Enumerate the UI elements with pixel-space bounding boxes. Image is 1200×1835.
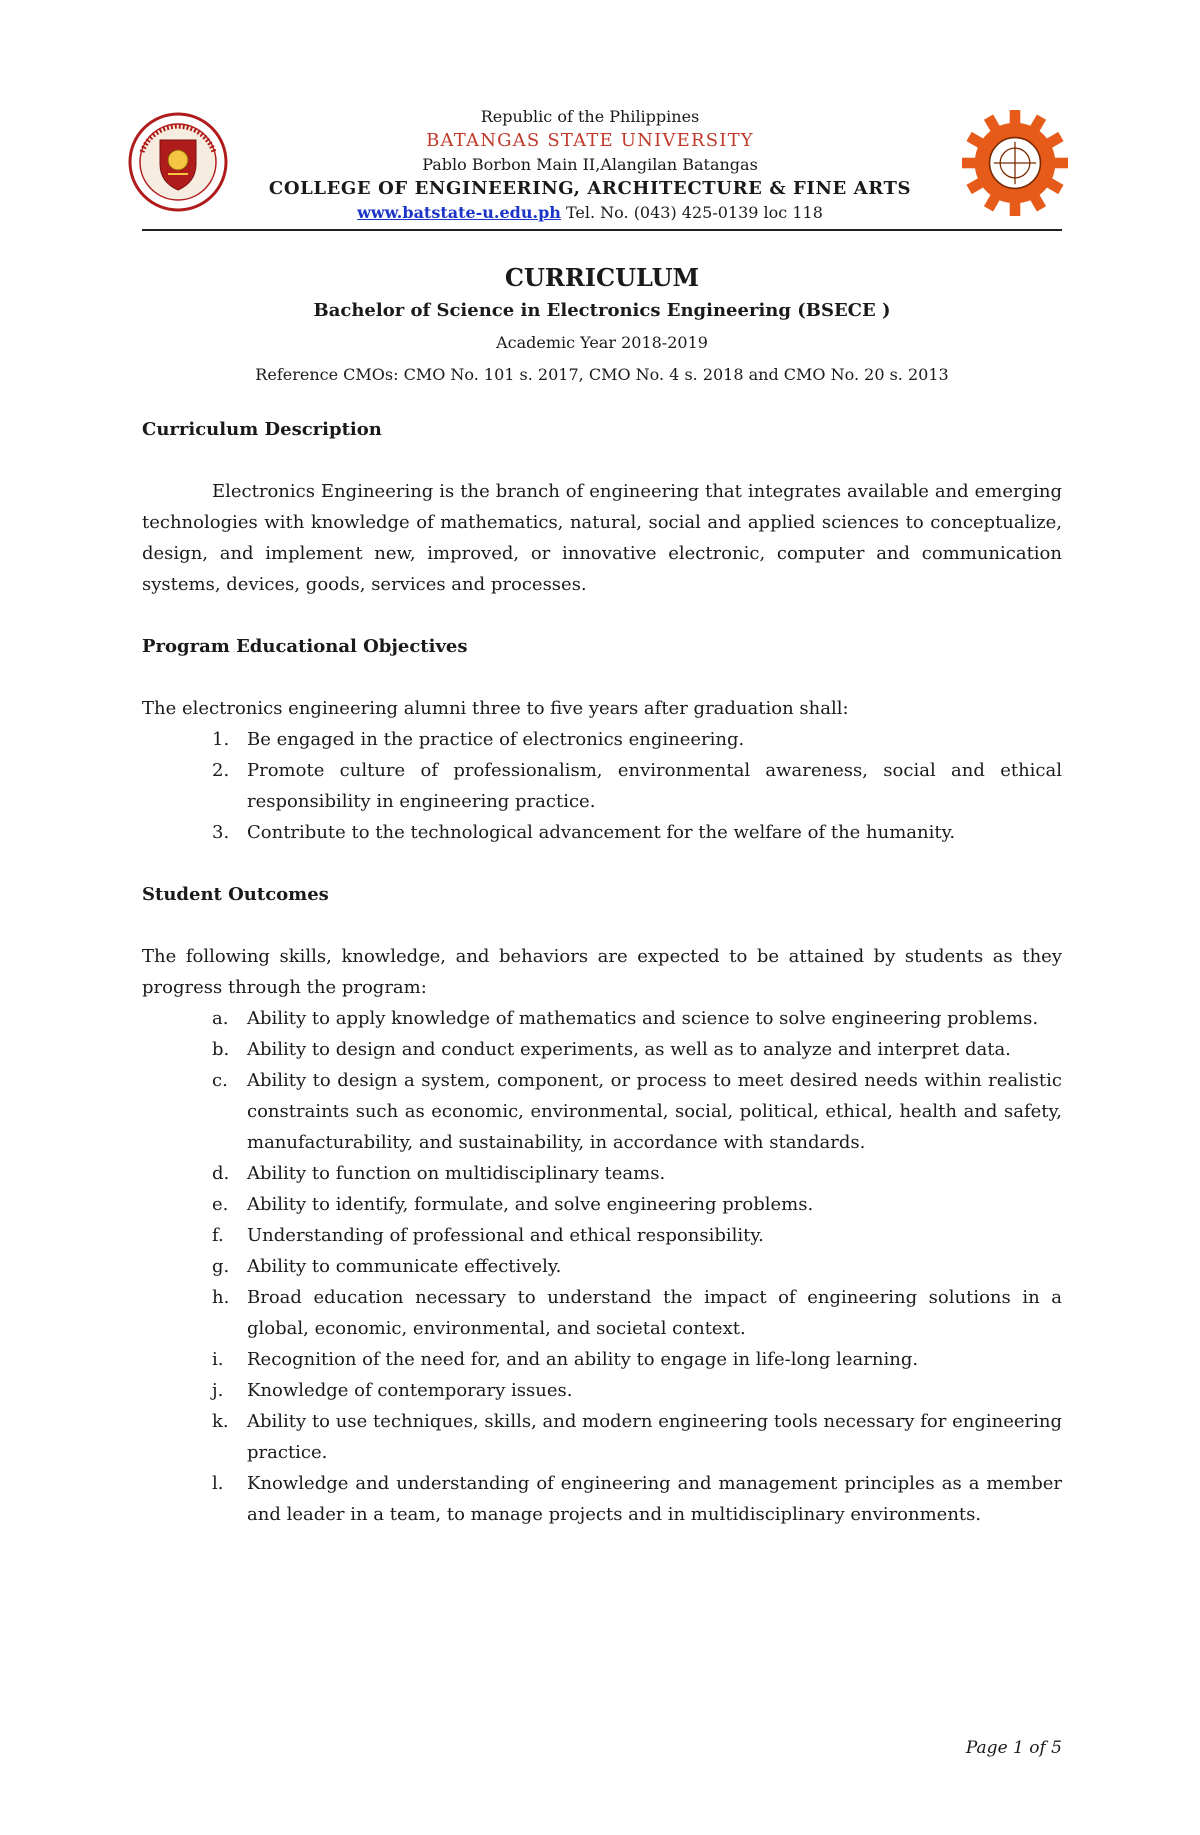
list-item-text: Ability to communicate effectively. (247, 1256, 562, 1277)
list-item (142, 1003, 1062, 1034)
list-item-text: Promote culture of professionalism, environmental awareness, social and ethical responsibility in engineering practice. (247, 760, 1062, 812)
degree-title: Bachelor of Science in Electronics Engineering (BSECE ) (313, 300, 891, 321)
telephone: Tel. No. (043) 425-0139 loc 118 (560, 203, 823, 222)
list-marker: a. (212, 1008, 229, 1029)
list-item (142, 817, 1062, 848)
list-item-text: Ability to apply knowledge of mathematics and science to solve engineering problems. (247, 1008, 1039, 1029)
university-seal-logo (128, 112, 228, 212)
page-number: Page 1 of 5 (965, 1738, 1062, 1758)
student-outcomes-list (142, 1003, 1062, 1530)
letterhead (230, 105, 950, 225)
student-outcomes-intro: The following skills, knowledge, and behaviors are expected to be attained by students as they progress through the program: (142, 946, 1062, 998)
curriculum-description-text: Electronics Engineering is the branch of engineering that integrates available and emerging technologies with knowledge of mathematics, natural, social and applied sciences to conceptualize, design, and implement new, improved, or innovative electronic, computer and communication systems, devices, goods, services and processes. (142, 481, 1062, 595)
college-name: COLLEGE OF ENGINEERING, ARCHITECTURE & FINE ARTS (268, 178, 912, 199)
list-marker: f. (212, 1225, 224, 1246)
campus-address: Pablo Borbon Main II,Alangilan Batangas (422, 155, 758, 174)
objectives-heading: Program Educational Objectives (142, 636, 468, 657)
list-item-text: Broad education necessary to understand the impact of engineering solutions in a global, economic, environmental, and societal context. (247, 1287, 1062, 1339)
list-marker: 2. (212, 760, 230, 781)
engineering-gear-logo (962, 110, 1068, 216)
list-marker: b. (212, 1039, 230, 1060)
header-divider (142, 229, 1062, 231)
list-item-text: Ability to identify, formulate, and solve engineering problems. (247, 1194, 814, 1215)
website-link[interactable]: www.batstate-u.edu.ph (357, 203, 561, 222)
list-item-text: Knowledge and understanding of engineering and management principles as a member and leader in a team, to manage projects and in multidisciplinary environments. (247, 1473, 1062, 1525)
list-item (142, 1344, 1062, 1375)
list-marker: j. (212, 1380, 224, 1401)
list-marker: h. (212, 1287, 230, 1308)
list-item (142, 1251, 1062, 1282)
list-item (142, 755, 1062, 817)
list-marker: g. (212, 1256, 230, 1277)
list-marker: i. (212, 1349, 224, 1370)
list-marker: 1. (212, 729, 230, 750)
list-item (142, 1282, 1062, 1344)
republic-line: Republic of the Philippines (480, 107, 700, 126)
curriculum-description-heading: Curriculum Description (142, 419, 382, 440)
list-item-text: Ability to design a system, component, or process to meet desired needs within realistic constraints such as economic, environmental, social, political, ethical, health and safety, manufacturability, and sustainability, in accordance with standards. (247, 1070, 1062, 1153)
list-marker: 3. (212, 822, 230, 843)
document-body (142, 414, 1062, 1530)
list-marker: c. (212, 1070, 228, 1091)
list-marker: d. (212, 1163, 230, 1184)
list-item (142, 1158, 1062, 1189)
list-item (142, 1189, 1062, 1220)
list-item-text: Ability to design and conduct experiments, as well as to analyze and interpret data. (247, 1039, 1011, 1060)
contact-line (230, 201, 950, 225)
list-marker: e. (212, 1194, 229, 1215)
list-item (142, 1220, 1062, 1251)
list-item-text: Understanding of professional and ethical responsibility. (247, 1225, 764, 1246)
list-item-text: Recognition of the need for, and an ability to engage in life-long learning. (247, 1349, 919, 1370)
university-name: BATANGAS STATE UNIVERSITY (426, 130, 754, 151)
list-item-text: Ability to use techniques, skills, and modern engineering tools necessary for engineering practice. (247, 1411, 1062, 1463)
student-outcomes-heading: Student Outcomes (142, 884, 329, 905)
list-item (142, 1034, 1062, 1065)
academic-year: Academic Year 2018-2019 (496, 333, 708, 352)
reference-cmos: Reference CMOs: CMO No. 101 s. 2017, CMO No. 4 s. 2018 and CMO No. 20 s. 2013 (255, 365, 949, 384)
list-marker: k. (212, 1411, 229, 1432)
page-title: CURRICULUM (504, 263, 700, 292)
list-item-text: Knowledge of contemporary issues. (247, 1380, 573, 1401)
list-item-text: Ability to function on multidisciplinary teams. (247, 1163, 666, 1184)
title-block (142, 262, 1062, 392)
list-marker: l. (212, 1473, 224, 1494)
objectives-intro: The electronics engineering alumni three to five years after graduation shall: (142, 698, 849, 719)
list-item (142, 724, 1062, 755)
list-item (142, 1375, 1062, 1406)
objectives-list (142, 724, 1062, 848)
list-item-text: Be engaged in the practice of electronics engineering. (247, 729, 745, 750)
list-item (142, 1468, 1062, 1530)
list-item-text: Contribute to the technological advancement for the welfare of the humanity. (247, 822, 956, 843)
list-item (142, 1065, 1062, 1158)
list-item (142, 1406, 1062, 1468)
